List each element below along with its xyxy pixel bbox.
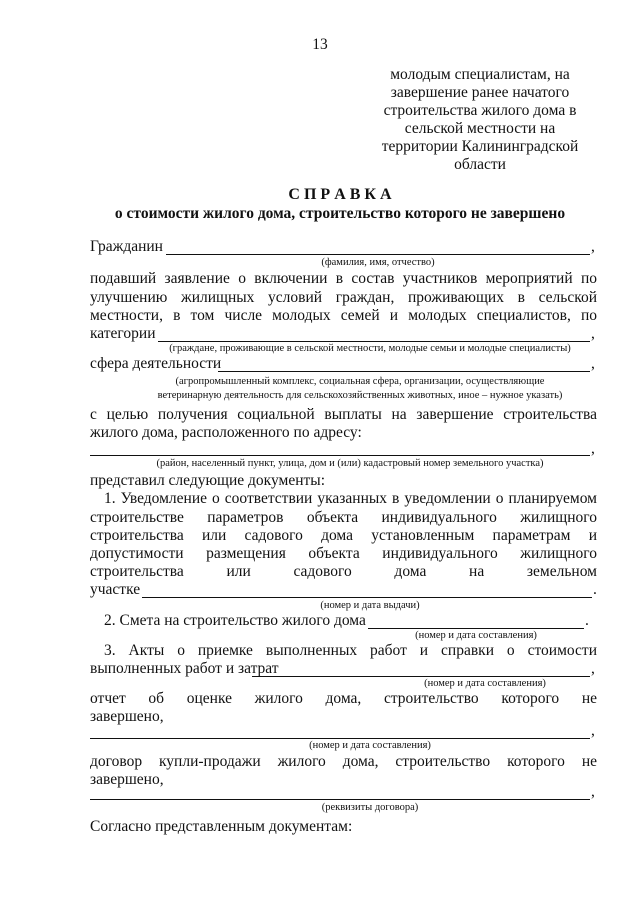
report-field-line[interactable] xyxy=(90,738,590,739)
caption-address: (район, населенный пункт, улица, дом и (или) кадастровый номер земельного участка) xyxy=(156,458,544,469)
paragraph-line: жилого дома, расположенного по адресу: xyxy=(90,424,362,441)
header-line: сельской местности на xyxy=(404,120,556,137)
dot: . xyxy=(585,612,589,629)
citizen-label: Гражданин xyxy=(90,238,163,255)
report-line: завершено, xyxy=(90,708,164,725)
category-label: категории xyxy=(90,325,156,342)
comma: , xyxy=(591,440,595,457)
contract-line: завершено, xyxy=(90,771,164,788)
document-title: С П Р А В К А xyxy=(288,186,392,203)
doc1-line: строительства или садового дома установленным параметрам и xyxy=(90,527,597,544)
caption-sphere: ветеринарную деятельность для сельскохозяйственных животных, иное – нужное указать) xyxy=(157,390,563,401)
comma: , xyxy=(591,783,595,800)
doc1-line: допустимости размещения объекта индивидуального жилищного xyxy=(90,545,597,562)
header-line: завершение ранее начатого xyxy=(390,84,570,101)
paragraph-line: подавший заявление о включении в состав участников мероприятий по xyxy=(90,270,597,287)
contract-field-line[interactable] xyxy=(90,799,590,800)
doc2-line: 2. Смета на строительство жилого дома xyxy=(104,612,366,629)
comma: , xyxy=(591,660,595,677)
doc1-line: участке xyxy=(90,581,141,598)
document-subtitle: о стоимости жилого дома, строительство которого не завершено xyxy=(114,205,566,222)
address-field-line[interactable] xyxy=(90,455,590,456)
sphere-label: сфера деятельности xyxy=(90,355,222,372)
doc1-field-line[interactable] xyxy=(142,597,592,598)
paragraph-line: местности, в том числе молодых семей и молодых специалистов, по xyxy=(90,307,597,324)
header-line: молодым специалистам, на xyxy=(390,66,570,83)
caption-contract: (реквизиты договора) xyxy=(321,802,419,813)
doc1-line: строительстве параметров объекта индивидуального жилищного xyxy=(90,509,597,526)
report-line: отчет об оценке жилого дома, строительство которого не xyxy=(90,690,597,707)
doc3-line: выполненных работ и затрат xyxy=(90,660,279,677)
header-line: области xyxy=(454,156,506,173)
category-field-line[interactable] xyxy=(158,341,590,342)
comma: , xyxy=(591,238,595,255)
caption-composition: (номер и дата составления) xyxy=(415,630,537,641)
header-line: территории Калининградской xyxy=(381,138,579,155)
comma: , xyxy=(591,722,595,739)
doc3-field-line[interactable] xyxy=(252,676,590,677)
header-line: строительства жилого дома в xyxy=(383,102,577,119)
presented-label: представил следующие документы: xyxy=(90,472,326,489)
comma: , xyxy=(591,325,595,342)
caption-category: (граждане, проживающие в сельской местности, молодые семьи и молодые специалисты) xyxy=(169,343,571,354)
doc2-field-line[interactable] xyxy=(368,628,584,629)
contract-line: договор купли-продажи жилого дома, строительство которого не xyxy=(90,753,597,770)
paragraph-line: с целью получения социальной выплаты на завершение строительства xyxy=(90,406,597,423)
citizen-field-line[interactable] xyxy=(166,254,590,255)
comma: , xyxy=(591,355,595,372)
caption-issue: (номер и дата выдачи) xyxy=(320,600,420,611)
sphere-field-line[interactable] xyxy=(218,371,590,372)
caption-composition: (номер и дата составления) xyxy=(424,678,546,689)
header-addressee xyxy=(380,66,580,174)
caption-sphere: (агропромышленный комплекс, социальная сфера, организации, осуществляющие xyxy=(175,376,545,387)
caption-composition: (номер и дата составления) xyxy=(309,740,431,751)
doc3-line: 3. Акты о приемке выполненных работ и справки о стоимости xyxy=(104,642,597,659)
according-label: Согласно представленным документам: xyxy=(90,818,353,835)
caption-fio: (фамилия, имя, отчество) xyxy=(321,257,435,268)
paragraph-line: улучшению жилищных условий граждан, проживающих в сельской xyxy=(90,289,597,306)
doc1-line: строительства или садового дома на земельном xyxy=(90,563,597,580)
page-number: 13 xyxy=(312,36,328,53)
doc1-line: 1. Уведомление о соответствии указанных в уведомлении о планируемом xyxy=(104,490,597,507)
dot: . xyxy=(593,581,597,598)
